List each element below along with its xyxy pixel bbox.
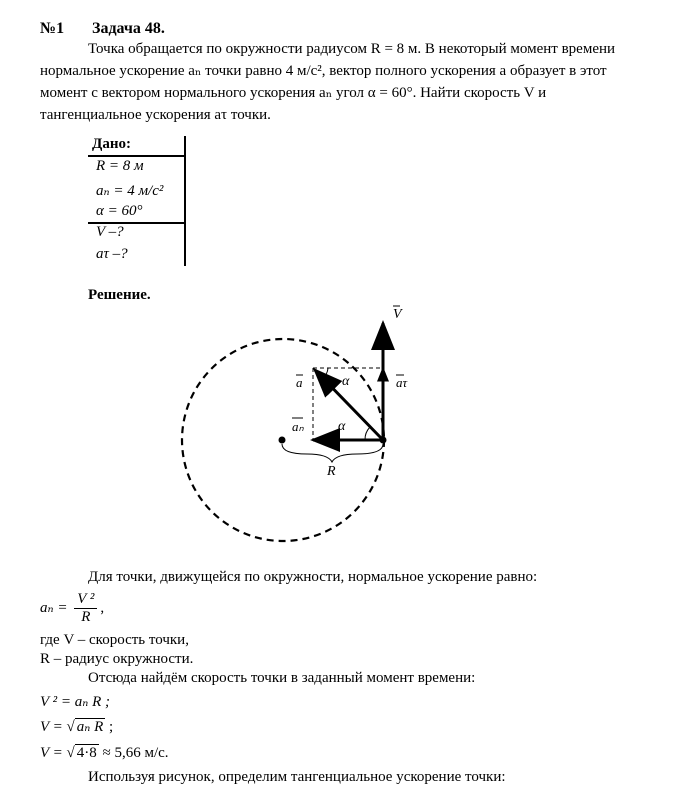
problem-line-2: нормальное ускорение aₙ точки равно 4 м/с², вектор полного ускорения a образует в этот [40, 63, 607, 79]
problem-statement [40, 38, 662, 126]
given-item-radius: R = 8 м [96, 158, 144, 174]
text-r-radius: R – радиус окружности. [40, 651, 194, 667]
formula1-denominator: R [81, 609, 91, 625]
formula1-numerator: V ² [74, 591, 97, 609]
circle-center [279, 437, 286, 444]
given-item-angle: α = 60° [96, 203, 143, 219]
alpha-arc-bottom [365, 427, 370, 440]
sqrt-symbol-2: √ [66, 745, 75, 761]
formula-v-sqrt [40, 717, 113, 736]
normal-accel-label: aₙ [292, 419, 304, 434]
formula3-lhs: V = [40, 719, 63, 735]
problem-number: №1 [40, 20, 65, 37]
tangential-accel-label: aτ [396, 375, 408, 390]
radius-brace [282, 444, 383, 462]
formula1-lhs: aₙ = [40, 599, 68, 616]
formula-normal-accel [40, 591, 104, 626]
formula3-tail: ; [109, 719, 114, 735]
formula4-lhs: V = [40, 745, 63, 761]
text-find-velocity: Отсюда найдём скорость точки в заданный момент времени: [88, 670, 476, 686]
given-divider-vertical [184, 136, 186, 266]
problem-line-3: момент с вектором нормального ускорения aₙ угол α = 60°. Найти скорость V и [40, 85, 547, 101]
problem-header [40, 20, 165, 38]
formula-v-squared: V ² = aₙ R ; [40, 694, 110, 710]
acceleration-diagram [170, 298, 490, 578]
formula1-fraction [74, 591, 97, 626]
velocity-label: V [393, 307, 402, 322]
unknown-velocity: V –? [96, 224, 124, 240]
given-block [88, 136, 188, 266]
formula1-tail: , [100, 599, 105, 616]
problem-title: Задача 48. [92, 20, 165, 37]
formula4-radicand: 4·8 [76, 745, 97, 761]
solution-label: Решение. [88, 287, 151, 303]
formula-v-value [40, 745, 169, 762]
given-divider-top [88, 155, 184, 157]
alpha-arc-top [323, 368, 328, 378]
alpha-label-top: α [342, 374, 350, 389]
total-accel-label: a [296, 375, 303, 390]
radius-label: R [327, 464, 336, 479]
formula4-tail: ≈ 5,66 м/с. [102, 745, 169, 761]
text-where-v: где V – скорость точки, [40, 632, 189, 648]
unknown-tangential-accel: aτ –? [96, 246, 128, 262]
text-tangential-intro: Используя рисунок, определим тангенциальное ускорение точки: [88, 769, 506, 785]
text-normal-accel-intro: Для точки, движущейся по окружности, нормальное ускорение равно: [88, 569, 538, 585]
given-title: Дано: [92, 136, 131, 152]
sqrt-symbol-1: √ [66, 719, 75, 735]
formula3-radicand: aₙ R [76, 719, 104, 735]
alpha-label-bottom: α [338, 419, 346, 434]
problem-line-4: тангенциальное ускорения aτ точки. [40, 107, 271, 123]
moving-point [380, 437, 387, 444]
given-item-normal-accel: aₙ = 4 м/с² [96, 183, 164, 199]
problem-line-1: Точка обращается по окружности радиусом R = 8 м. В некоторый момент времени [88, 41, 616, 57]
